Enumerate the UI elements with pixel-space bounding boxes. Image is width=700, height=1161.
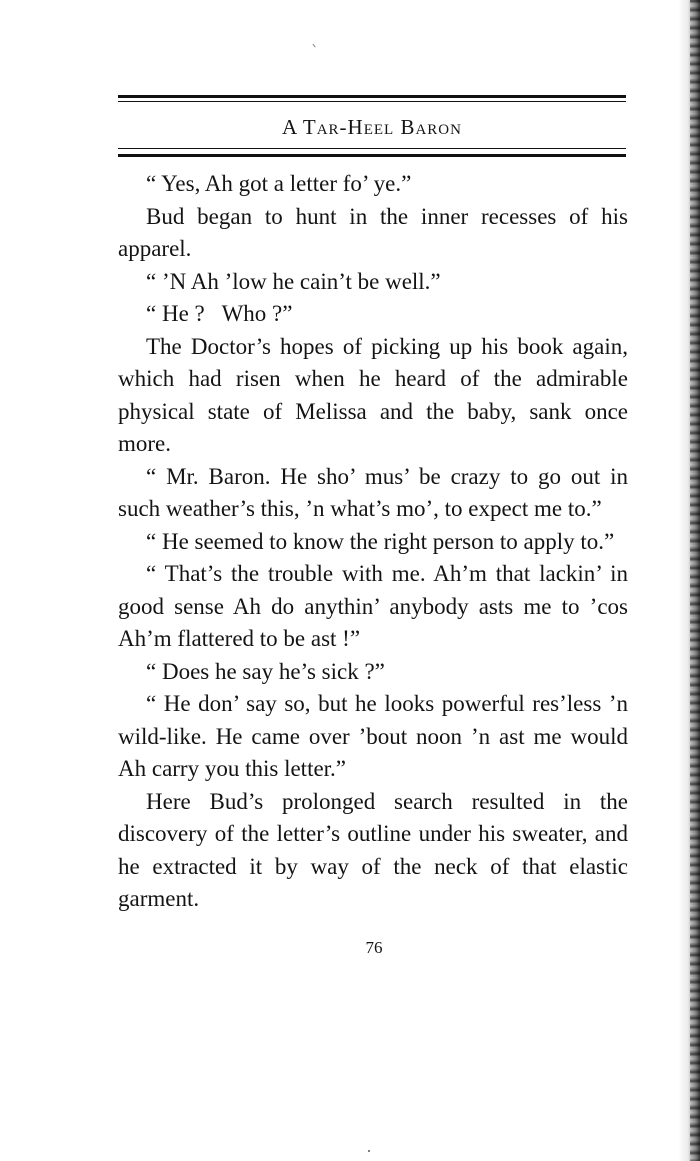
paragraph: The Doctor’s hopes of picking up his book again, which had risen when he heard of the admirable physical state of Melissa and the baby, sank once more.	[118, 333, 628, 456]
header-rule-top-thick	[118, 95, 626, 98]
paragraph: “ Does he say he’s sick ?”	[146, 658, 385, 684]
paragraph: “ Yes, Ah got a letter fo’ ye.”	[146, 171, 412, 196]
dust-speck	[368, 1150, 370, 1152]
stray-ink-mark	[312, 41, 319, 48]
header-rule-bottom-thick	[118, 154, 626, 157]
paragraph: “ ’N Ah ’low he cain’t be well.”	[146, 268, 441, 294]
page-header	[118, 95, 626, 159]
paragraph: “ Mr. Baron. He sho’ mus’ be crazy to go out in such weather’s this, ’n what’s mo’, to expect me to.”	[118, 463, 628, 521]
paragraph: “ He seemed to know the right person to apply to.”	[146, 528, 615, 554]
paragraph: Bud began to hunt in the inner recesses of his apparel.	[118, 203, 628, 261]
paragraph: “ That’s the trouble with me. Ah’m that lackin’ in good sense Ah do anythin’ anybody asts me to ’cos Ah’m flattered to be ast !”	[118, 561, 628, 651]
header-rule-bottom-thin	[118, 148, 626, 149]
header-rule-top-thin	[118, 101, 626, 102]
page-number-text: 76	[365, 938, 383, 957]
paragraph: “ He ? Who ?”	[146, 301, 293, 326]
page-edge-shadow	[678, 0, 700, 1161]
body-text	[118, 168, 628, 916]
page-number	[0, 938, 700, 958]
paragraph: Here Bud’s prolonged search resulted in the discovery of the letter’s outline under his sweater, and he extracted it by way of the neck of that elastic garment.	[118, 788, 628, 911]
running-head: A Tar-Heel Baron	[282, 115, 462, 139]
paragraph: “ He don’ say so, but he looks powerful res’less ’n wild-like. He came over ’bout noon ’n ast me would Ah carry you this letter.”	[118, 691, 628, 781]
